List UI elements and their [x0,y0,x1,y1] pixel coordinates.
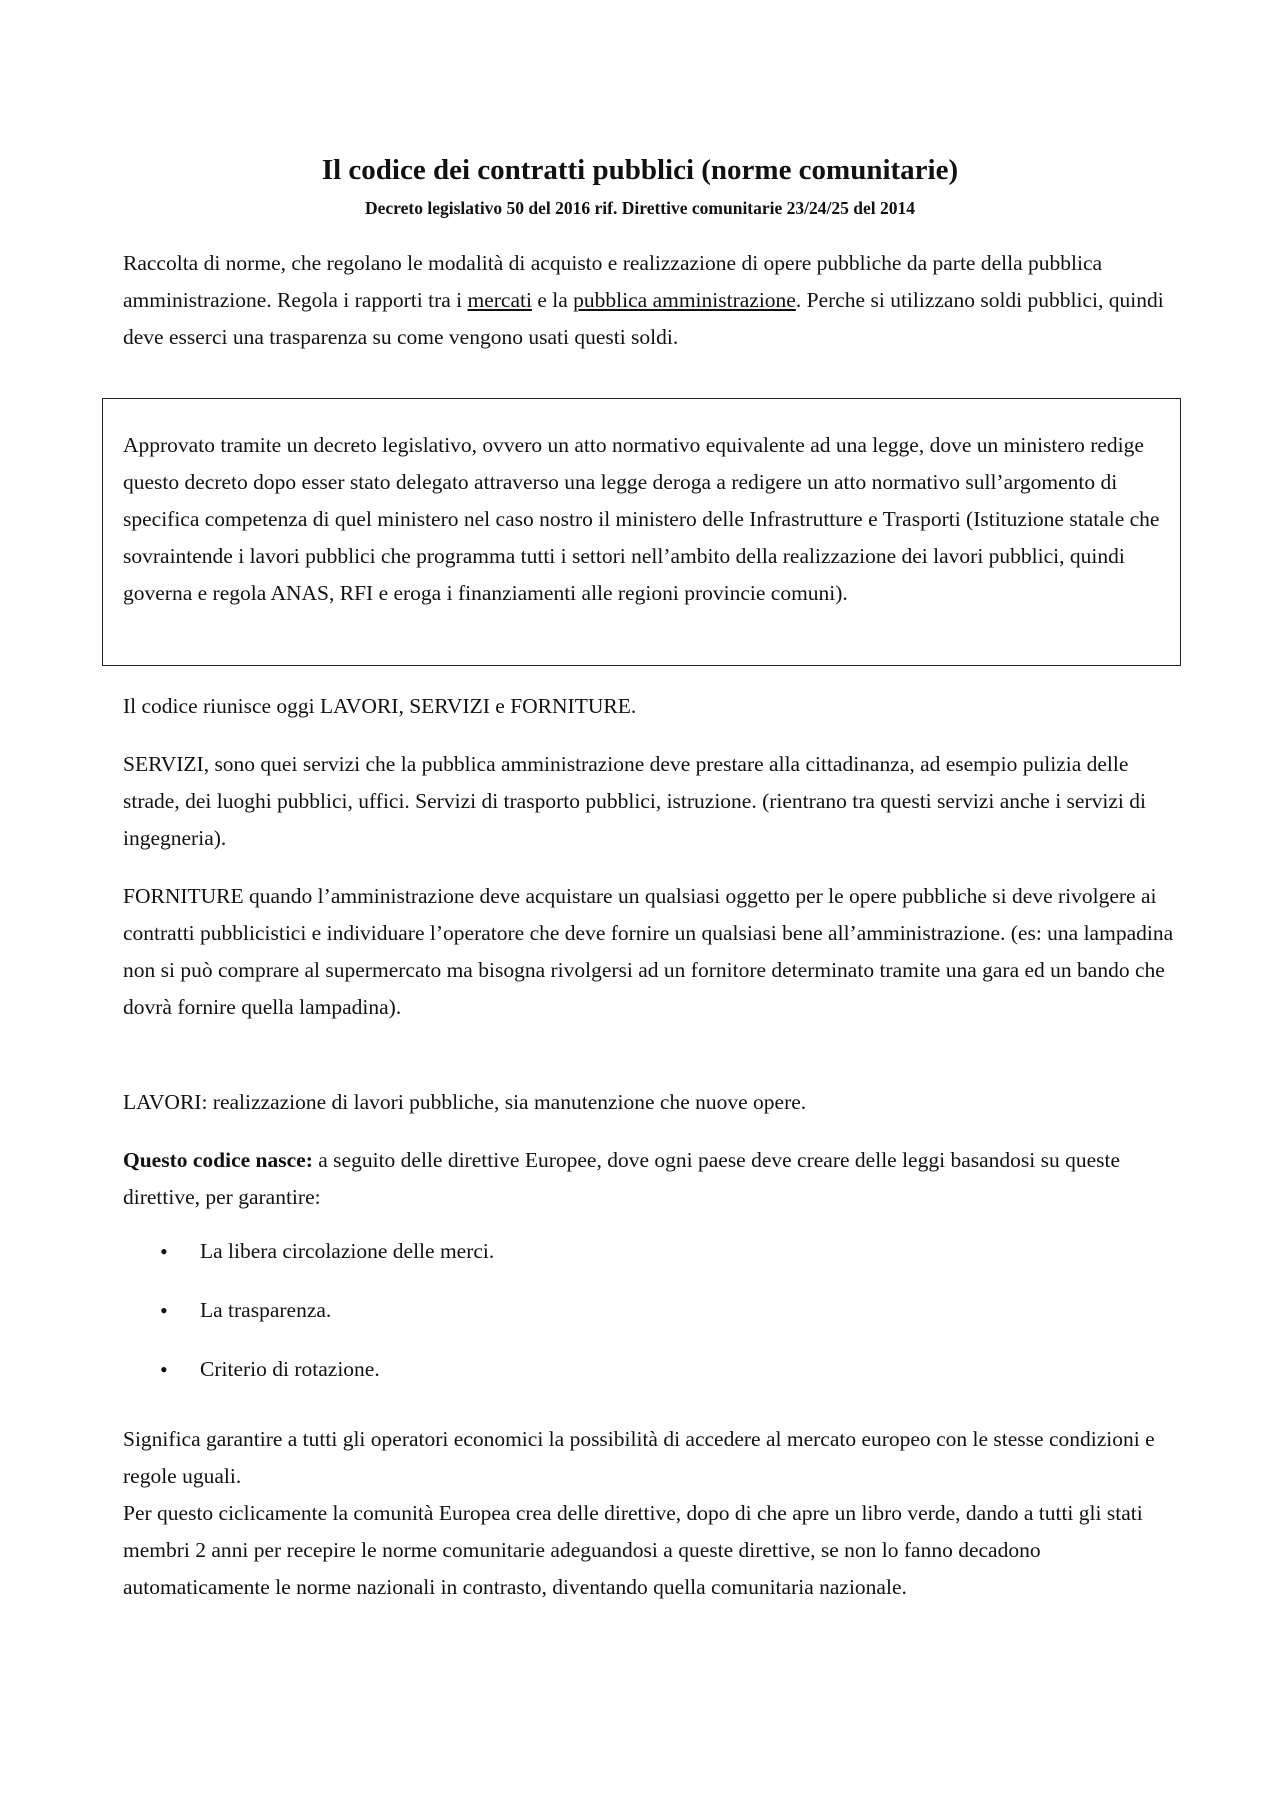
list-item [123,1351,1023,1410]
bullet-icon: • [160,1298,168,1323]
codice-paragraph [123,688,1183,725]
list-item [123,1233,1023,1292]
list-item-text: Criterio di rotazione. [200,1357,380,1381]
list-item [123,1292,1023,1351]
nasce-label: Questo codice nasce: [123,1148,313,1172]
guarantees-list [123,1233,1023,1410]
document-title: Il codice dei contratti pubblici (norme comunitarie) [321,154,959,186]
intro-text-2: e la [531,288,574,312]
document-subtitle: Decreto legislativo 50 del 2016 rif. Direttive comunitarie 23/24/25 del 2014 [364,198,915,218]
significa-text: Significa garantire a tutti gli operatori economici la possibilità di accedere al mercato europeo con le stesse condizioni e regole uguali. [123,1427,1155,1488]
codice-text: Il codice riunisce oggi LAVORI, SERVIZI e FORNITURE. [123,694,637,718]
mercati-term: mercati [467,288,532,312]
pubblica-amministrazione-term: pubblica amministrazione [573,288,796,312]
decreto-box-text: Approvato tramite un decreto legislativo, ovvero un atto normativo equivalente ad una legge, dove un ministero redige questo decreto dopo esser stato delegato attraverso una legge deroga a redigere un atto normativo sull’argomento di specifica competenza di quel ministero nel caso nostro il ministero delle Infrastrutture e Trasporti (Istituzione statale che sovraintende i lavori pubblici che programma tutti i settori nell’ambito della realizzazione dei lavori pubblici, quindi governa e regola ANAS, RFI e eroga i finanziamenti alle regioni provincie comuni). [123,433,1160,605]
forniture-paragraph [123,878,1183,1026]
forniture-text: FORNITURE quando l’amministrazione deve acquistare un qualsiasi oggetto per le opere pubbliche si deve rivolgere ai contratti pubblicistici e individuare l’operatore che deve fornire un qualsiasi bene all’amministrazione. (es: una lampadina non si può comprare al supermercato ma bisogna rivolgersi ad un fornitore determinato tramite una gara ed un bando che dovrà fornire quella lampadina). [123,884,1174,1019]
intro-text-3: . Perche si utilizzano soldi pubblici, quindi deve esserci una trasparenza su come vengono usati questi soldi. [123,288,1164,349]
bullet-icon: • [160,1239,168,1264]
lavori-text: LAVORI: realizzazione di lavori pubbliche, sia manutenzione che nuove opere. [123,1090,807,1114]
list-item-text: La libera circolazione delle merci. [200,1239,495,1263]
lavori-paragraph [123,1084,1183,1121]
decreto-box [102,398,1181,666]
bullet-icon: • [160,1357,168,1382]
servizi-paragraph [123,746,1183,857]
intro-paragraph [123,245,1183,356]
nasce-text: a seguito delle direttive Europee, dove ogni paese deve creare delle leggi basandosi su queste direttive, per garantire: [123,1148,1121,1209]
intro-text-1: Raccolta di norme, che regolano le modalità di acquisto e realizzazione di opere pubbliche da parte della pubblica amministrazione. Regola i rapporti tra i [123,251,1103,312]
list-item-text: La trasparenza. [200,1298,332,1322]
closing-paragraph [123,1421,1183,1606]
per-questo-text: Per questo ciclicamente la comunità Europea crea delle direttive, dopo di che apre un libro verde, dando a tutti gli stati membri 2 anni per recepire le norme comunitarie adeguandosi a queste direttive, se non lo fanno decadono automaticamente le norme nazionali in contrasto, diventando quella comunitaria nazionale. [123,1501,1143,1599]
servizi-text: SERVIZI, sono quei servizi che la pubblica amministrazione deve prestare alla cittadinanza, ad esempio pulizia delle strade, dei luoghi pubblici, uffici. Servizi di trasporto pubblici, istruzione. (rientrano tra questi servizi anche i servizi di ingegneria). [123,752,1146,850]
nasce-paragraph [123,1142,1183,1216]
